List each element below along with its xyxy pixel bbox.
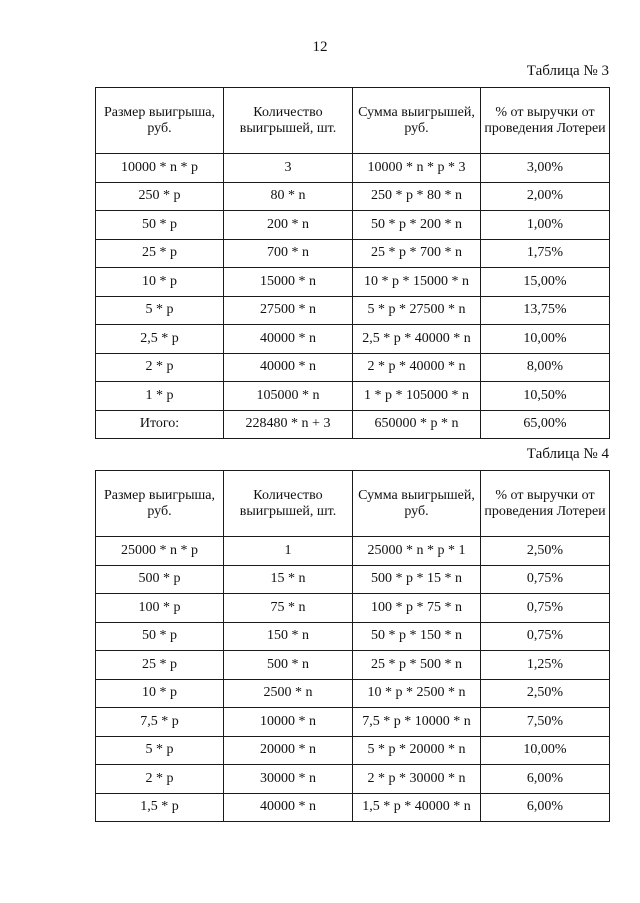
cell-revenue-percent: 8,00%	[481, 353, 610, 382]
cell-revenue-percent: 1,75%	[481, 239, 610, 268]
table-row	[96, 268, 610, 297]
table-row	[96, 353, 610, 382]
cell-prize-sum: 2 * p * 40000 * n	[353, 353, 481, 382]
cell-prize-count: 30000 * n	[224, 765, 353, 794]
cell-prize-count: 105000 * n	[224, 382, 353, 411]
cell-prize-count: 500 * n	[224, 651, 353, 680]
cell-prize-size: 1 * p	[96, 382, 224, 411]
table-row	[96, 736, 610, 765]
cell-prize-count: 700 * n	[224, 239, 353, 268]
cell-prize-count: 40000 * n	[224, 793, 353, 822]
table-row	[96, 154, 610, 183]
cell-prize-sum: 10 * p * 2500 * n	[353, 679, 481, 708]
header-prize-size: Размер выигрыша, руб.	[96, 88, 224, 154]
prize-table-4	[95, 470, 610, 822]
cell-revenue-percent: 6,00%	[481, 793, 610, 822]
table-row	[96, 537, 610, 566]
table-row	[96, 211, 610, 240]
header-revenue-percent: % от выручки от проведения Лотереи	[481, 88, 610, 154]
table-row	[96, 622, 610, 651]
header-prize-sum: Сумма выигрышей, руб.	[353, 88, 481, 154]
table-3-caption: Таблица № 3	[526, 63, 609, 79]
cell-prize-size: 25 * p	[96, 239, 224, 268]
cell-revenue-percent: 2,00%	[481, 182, 610, 211]
cell-prize-count: 15 * n	[224, 565, 353, 594]
cell-prize-sum: 25000 * n * p * 1	[353, 537, 481, 566]
table-row	[96, 410, 610, 439]
cell-prize-count: 228480 * n + 3	[224, 410, 353, 439]
table-row	[96, 239, 610, 268]
cell-revenue-percent: 0,75%	[481, 594, 610, 623]
cell-prize-size: 25 * p	[96, 651, 224, 680]
cell-prize-size: 5 * p	[96, 736, 224, 765]
header-prize-count: Количество выигрышей, шт.	[224, 471, 353, 537]
table-row	[96, 708, 610, 737]
header-prize-size: Размер выигрыша, руб.	[96, 471, 224, 537]
cell-prize-sum: 25 * p * 500 * n	[353, 651, 481, 680]
cell-revenue-percent: 1,25%	[481, 651, 610, 680]
table-row	[96, 325, 610, 354]
cell-prize-count: 20000 * n	[224, 736, 353, 765]
cell-prize-size: 250 * p	[96, 182, 224, 211]
cell-prize-size: 500 * p	[96, 565, 224, 594]
cell-prize-sum: 2 * p * 30000 * n	[353, 765, 481, 794]
cell-revenue-percent: 1,00%	[481, 211, 610, 240]
table-header-row	[96, 88, 610, 154]
cell-prize-sum: 650000 * p * n	[353, 410, 481, 439]
header-prize-sum: Сумма выигрышей, руб.	[353, 471, 481, 537]
cell-prize-count: 40000 * n	[224, 353, 353, 382]
table-4-body	[96, 537, 610, 822]
cell-revenue-percent: 2,50%	[481, 679, 610, 708]
table-row	[96, 651, 610, 680]
cell-prize-size: 10 * p	[96, 679, 224, 708]
table-4-caption: Таблица № 4	[526, 446, 609, 462]
table-3-body	[96, 154, 610, 439]
cell-prize-sum: 1 * p * 105000 * n	[353, 382, 481, 411]
cell-revenue-percent: 13,75%	[481, 296, 610, 325]
cell-revenue-percent: 0,75%	[481, 565, 610, 594]
table-row	[96, 382, 610, 411]
cell-prize-count: 1	[224, 537, 353, 566]
cell-prize-sum: 50 * p * 200 * n	[353, 211, 481, 240]
cell-prize-count: 10000 * n	[224, 708, 353, 737]
table-row	[96, 565, 610, 594]
cell-prize-sum: 1,5 * p * 40000 * n	[353, 793, 481, 822]
cell-revenue-percent: 0,75%	[481, 622, 610, 651]
cell-revenue-percent: 10,00%	[481, 325, 610, 354]
cell-revenue-percent: 65,00%	[481, 410, 610, 439]
cell-prize-sum: 2,5 * p * 40000 * n	[353, 325, 481, 354]
cell-prize-size: 1,5 * p	[96, 793, 224, 822]
cell-prize-count: 75 * n	[224, 594, 353, 623]
table-row	[96, 594, 610, 623]
cell-prize-size: 50 * p	[96, 622, 224, 651]
cell-prize-count: 27500 * n	[224, 296, 353, 325]
table-row	[96, 182, 610, 211]
cell-revenue-percent: 10,00%	[481, 736, 610, 765]
cell-prize-size: 2,5 * p	[96, 325, 224, 354]
cell-prize-count: 80 * n	[224, 182, 353, 211]
cell-prize-count: 2500 * n	[224, 679, 353, 708]
cell-revenue-percent: 15,00%	[481, 268, 610, 297]
cell-prize-count: 200 * n	[224, 211, 353, 240]
page-number: 12	[312, 39, 328, 55]
cell-prize-size: 5 * p	[96, 296, 224, 325]
cell-prize-size: 100 * p	[96, 594, 224, 623]
cell-prize-sum: 250 * p * 80 * n	[353, 182, 481, 211]
table-header-row	[96, 471, 610, 537]
cell-revenue-percent: 6,00%	[481, 765, 610, 794]
table-row	[96, 765, 610, 794]
cell-prize-sum: 5 * p * 20000 * n	[353, 736, 481, 765]
cell-prize-size: Итого:	[96, 410, 224, 439]
header-prize-count: Количество выигрышей, шт.	[224, 88, 353, 154]
cell-prize-sum: 50 * p * 150 * n	[353, 622, 481, 651]
cell-prize-size: 10 * p	[96, 268, 224, 297]
cell-prize-size: 25000 * n * p	[96, 537, 224, 566]
cell-revenue-percent: 10,50%	[481, 382, 610, 411]
cell-revenue-percent: 7,50%	[481, 708, 610, 737]
prize-table-3	[95, 87, 610, 439]
cell-prize-sum: 10 * p * 15000 * n	[353, 268, 481, 297]
header-revenue-percent: % от выручки от проведения Лотереи	[481, 471, 610, 537]
cell-prize-count: 3	[224, 154, 353, 183]
cell-prize-count: 40000 * n	[224, 325, 353, 354]
cell-revenue-percent: 2,50%	[481, 537, 610, 566]
cell-prize-size: 2 * p	[96, 353, 224, 382]
table-row	[96, 679, 610, 708]
cell-prize-sum: 25 * p * 700 * n	[353, 239, 481, 268]
table-row	[96, 296, 610, 325]
cell-prize-size: 50 * p	[96, 211, 224, 240]
cell-prize-sum: 7,5 * p * 10000 * n	[353, 708, 481, 737]
table-row	[96, 793, 610, 822]
cell-prize-sum: 5 * p * 27500 * n	[353, 296, 481, 325]
cell-prize-size: 2 * p	[96, 765, 224, 794]
cell-prize-count: 150 * n	[224, 622, 353, 651]
cell-prize-sum: 500 * p * 15 * n	[353, 565, 481, 594]
cell-revenue-percent: 3,00%	[481, 154, 610, 183]
cell-prize-size: 7,5 * p	[96, 708, 224, 737]
cell-prize-sum: 10000 * n * p * 3	[353, 154, 481, 183]
cell-prize-size: 10000 * n * p	[96, 154, 224, 183]
cell-prize-sum: 100 * p * 75 * n	[353, 594, 481, 623]
cell-prize-count: 15000 * n	[224, 268, 353, 297]
